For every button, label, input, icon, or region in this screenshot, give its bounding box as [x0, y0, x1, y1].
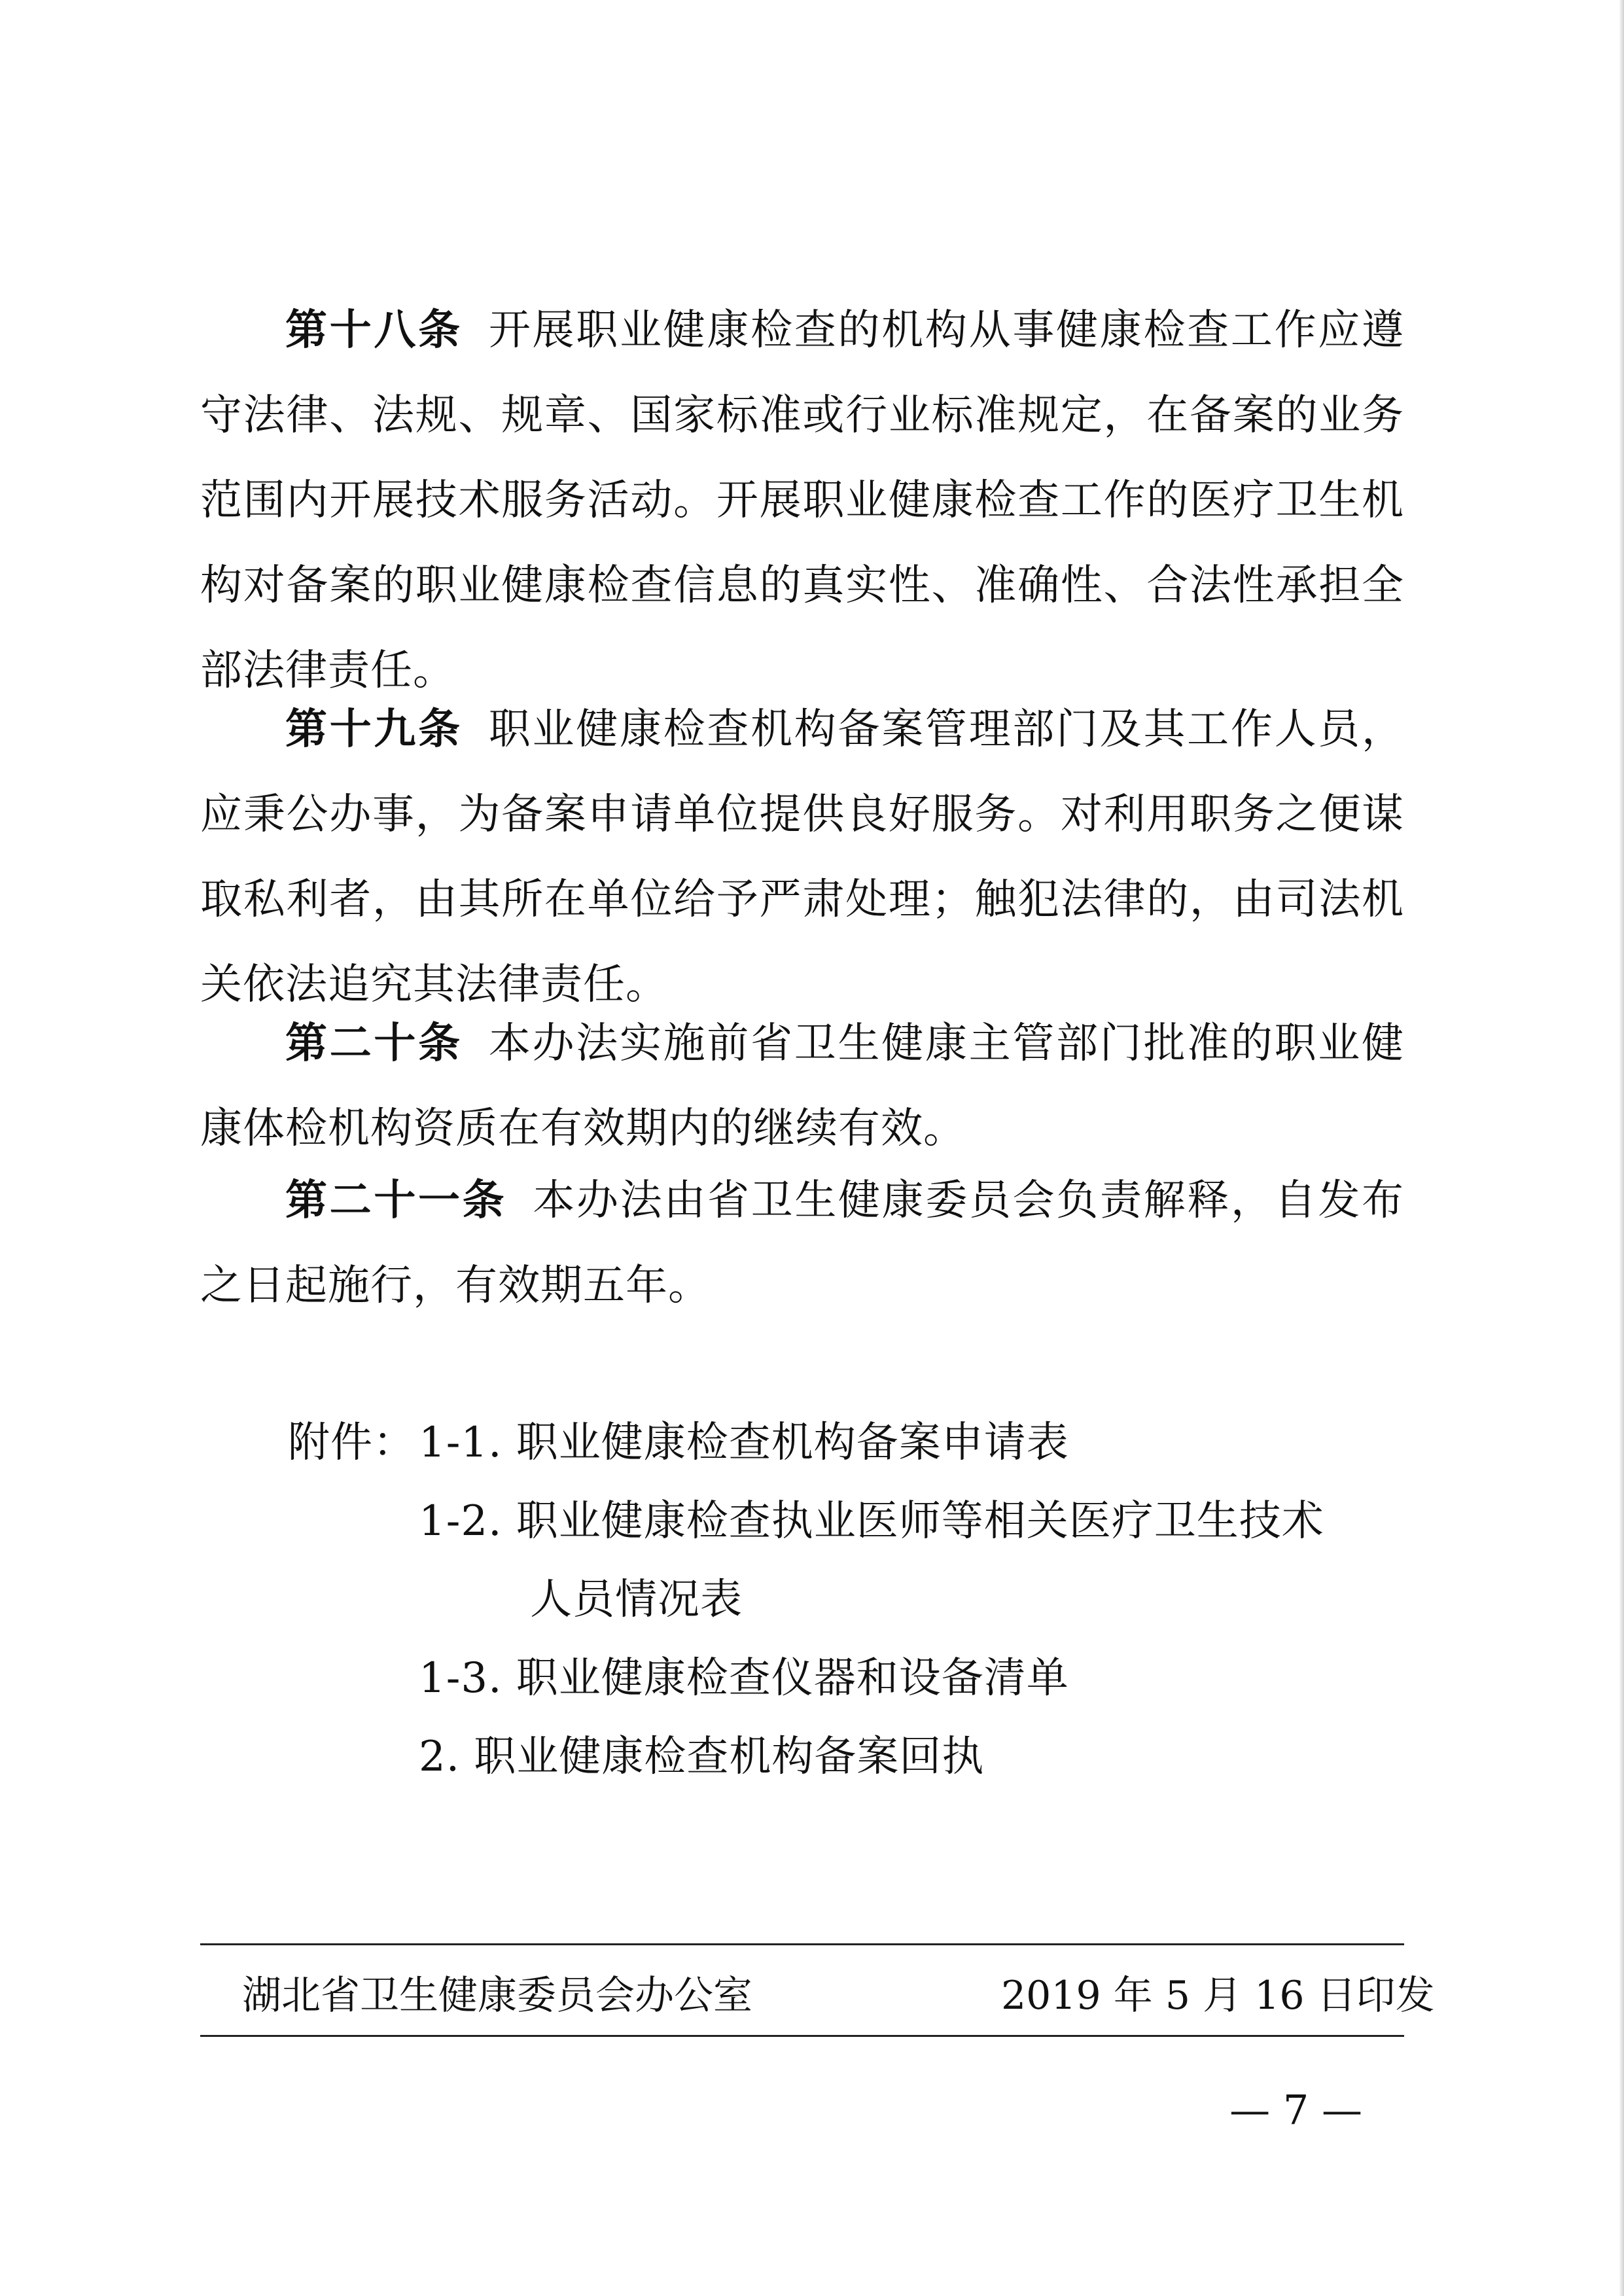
- footer-rule-bottom: [200, 2035, 1404, 2037]
- attachment-item-1-2-cont: 人员情况表: [530, 1576, 743, 1624]
- article-19-text: 职业健康检查机构备案管理部门及其工作人员，应秉公办事，为备案申请单位提供良好服务。对利用职务之便谋取私利者，由其所在单位给予严肃处理；触犯法律的，由司法机关依法追究其法律责任。: [200, 705, 1405, 1009]
- attachment-item-2: 2. 职业健康检查机构备案回执: [419, 1733, 985, 1781]
- article-18-text: 开展职业健康检查的机构从事健康检查工作应遵守法律、法规、规章、国家标准或行业标准规定，在备案的业务范围内开展技术服务活动。开展职业健康检查工作的医疗卫生机构对备案的职业健康检查信息的真实性、准确性、合法性承担全部法律责任。: [200, 306, 1405, 695]
- footer-date: 2019 年 5 月 16 日印发: [1001, 1973, 1435, 2019]
- attachment-item-1-2: 1-2. 职业健康检查执业医师等相关医疗卫生技术: [419, 1497, 1324, 1545]
- article-20-text: 本办法实施前省卫生健康主管部门批准的职业健康体检机构资质在有效期内的继续有效。: [200, 1019, 1405, 1153]
- article-21-text: 本办法由省卫生健康委员会负责解释，自发布之日起施行，有效期五年。: [200, 1176, 1405, 1310]
- page-number: — 7 —: [1229, 2086, 1362, 2134]
- article-21: [200, 1158, 1404, 1328]
- article-18-number: 第十八条: [285, 306, 463, 355]
- article-20-number: 第二十条: [285, 1019, 463, 1068]
- attachment-item-1-3: 1-3. 职业健康检查仪器和设备清单: [419, 1654, 1069, 1703]
- footer-issuer: 湖北省卫生健康委员会办公室: [242, 1973, 752, 2019]
- article-18: [200, 288, 1404, 713]
- attachments-label: 附件：: [288, 1419, 415, 1467]
- article-19-number: 第十九条: [285, 705, 463, 754]
- attachment-item-1-1: 1-1. 职业健康检查机构备案申请表: [419, 1419, 1069, 1467]
- article-21-number: 第二十一条: [285, 1176, 507, 1225]
- footer-rule-top: [200, 1943, 1404, 1945]
- article-20: [200, 1001, 1404, 1171]
- scan-edge: [1619, 0, 1624, 2296]
- article-19: [200, 687, 1404, 1027]
